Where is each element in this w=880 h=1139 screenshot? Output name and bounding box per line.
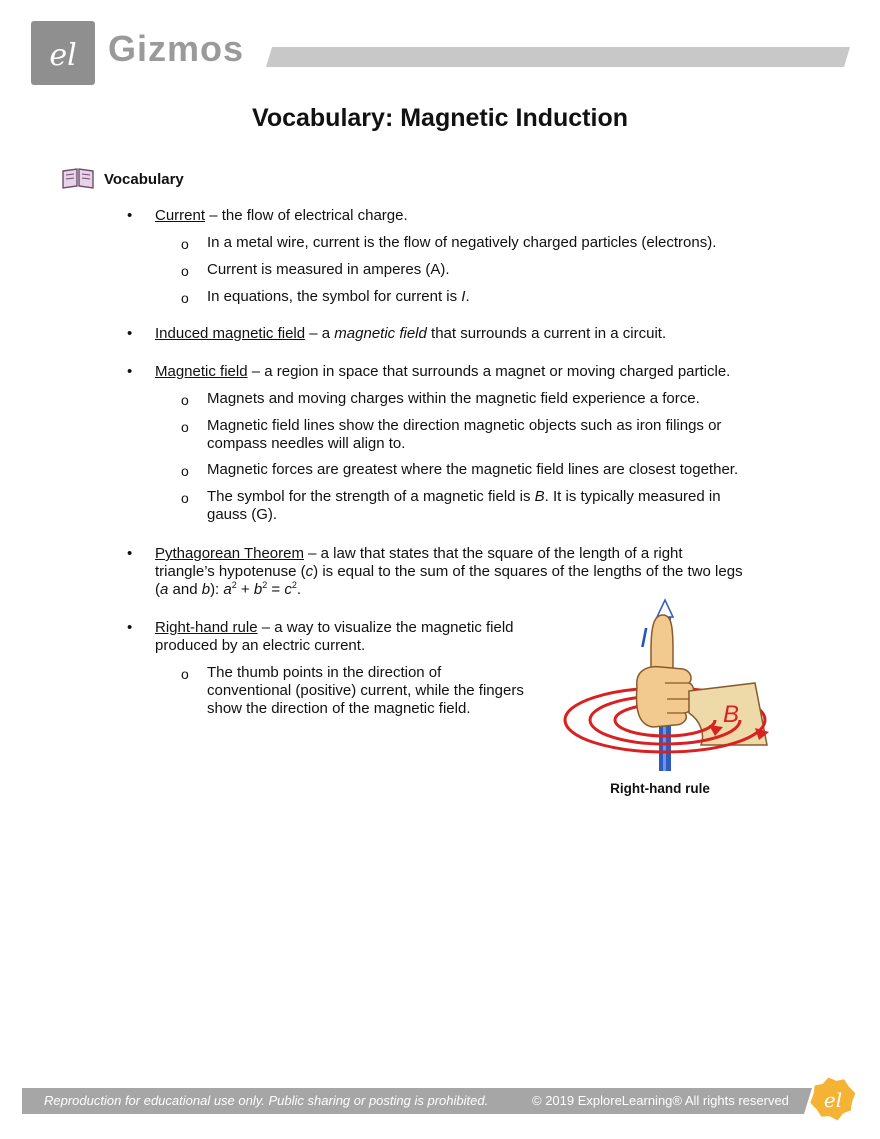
footer-notice: Reproduction for educational use only. Public sharing or posting is prohibited. bbox=[44, 1093, 489, 1108]
current-arrow-icon bbox=[657, 600, 673, 617]
term-right-hand-rule: Right-hand rule bbox=[155, 619, 258, 636]
list-item: Magnetic field – a region in space that surrounds a magnet or moving charged particle. bbox=[155, 363, 731, 380]
list-item: Magnetic field lines show the direction magnetic objects such as iron filings or compass needles will align to. bbox=[207, 417, 722, 452]
book-icon bbox=[60, 166, 96, 195]
logo-text: el bbox=[49, 38, 77, 73]
list-item: Pythagorean Theorem – a law that states that the square of the length of a right triangle’s hypotenuse (c) is equal to the sum of the squares of the lengths of the two legs (a and b): $a^2 + b^2 = c^2$. bbox=[155, 545, 743, 598]
bullet: • bbox=[127, 545, 133, 562]
sub-bullet: o bbox=[181, 392, 189, 408]
bullet: • bbox=[127, 363, 133, 380]
label-current: I bbox=[640, 622, 648, 653]
term-induced-magnetic-field: Induced magnetic field bbox=[155, 325, 306, 342]
term-pythagorean-theorem: Pythagorean Theorem bbox=[155, 545, 304, 562]
page-title: Vocabulary: Magnetic Induction bbox=[252, 104, 628, 132]
sub-bullet: o bbox=[181, 419, 189, 435]
hand-fist bbox=[637, 667, 694, 727]
footer-logo-icon bbox=[808, 1074, 858, 1129]
list-item: Right-hand rule – a way to visualize the magnetic field produced by an electric current. bbox=[155, 619, 514, 654]
sub-bullet: o bbox=[181, 463, 189, 479]
list-item: Induced magnetic field – a magnetic field that surrounds a current in a circuit. bbox=[155, 325, 667, 342]
term-magnetic-field: Magnetic field bbox=[155, 363, 248, 380]
explorelearning-logo-icon bbox=[31, 21, 95, 85]
sub-bullet: o bbox=[181, 263, 189, 279]
bullet: • bbox=[127, 325, 133, 342]
sub-bullet: o bbox=[181, 290, 189, 306]
right-hand-rule-illustration bbox=[555, 595, 775, 780]
sub-bullet: o bbox=[181, 666, 189, 682]
svg-text:el: el bbox=[823, 1088, 843, 1112]
list-item: Magnetic forces are greatest where the magnetic field lines are closest together. bbox=[207, 461, 739, 478]
label-field: B bbox=[723, 701, 740, 728]
figure-caption: Right-hand rule bbox=[610, 781, 710, 796]
list-item: The thumb points in the direction of conventional (positive) current, while the fingers show the direction of the magnetic field. bbox=[207, 664, 524, 717]
term-current: Current bbox=[155, 207, 206, 224]
header-bar bbox=[266, 47, 850, 67]
footer-copyright: © 2019 ExploreLearning® All rights reserved bbox=[532, 1093, 789, 1108]
list-item: In a metal wire, current is the flow of negatively charged particles (electrons). bbox=[207, 234, 717, 251]
list-item: Current is measured in amperes (A). bbox=[207, 261, 450, 278]
sub-bullet: o bbox=[181, 236, 189, 252]
list-item: Current – the flow of electrical charge. bbox=[155, 207, 408, 224]
section-heading: Vocabulary bbox=[104, 171, 184, 188]
bullet: • bbox=[127, 619, 133, 636]
list-item: The symbol for the strength of a magnetic field is B. It is typically measured in gauss (G). bbox=[207, 488, 721, 523]
list-item: In equations, the symbol for current is I. bbox=[207, 288, 470, 305]
sub-bullet: o bbox=[181, 490, 189, 506]
brand-name: Gizmos bbox=[108, 28, 245, 69]
list-item: Magnets and moving charges within the magnetic field experience a force. bbox=[207, 390, 700, 407]
bullet: • bbox=[127, 207, 133, 224]
